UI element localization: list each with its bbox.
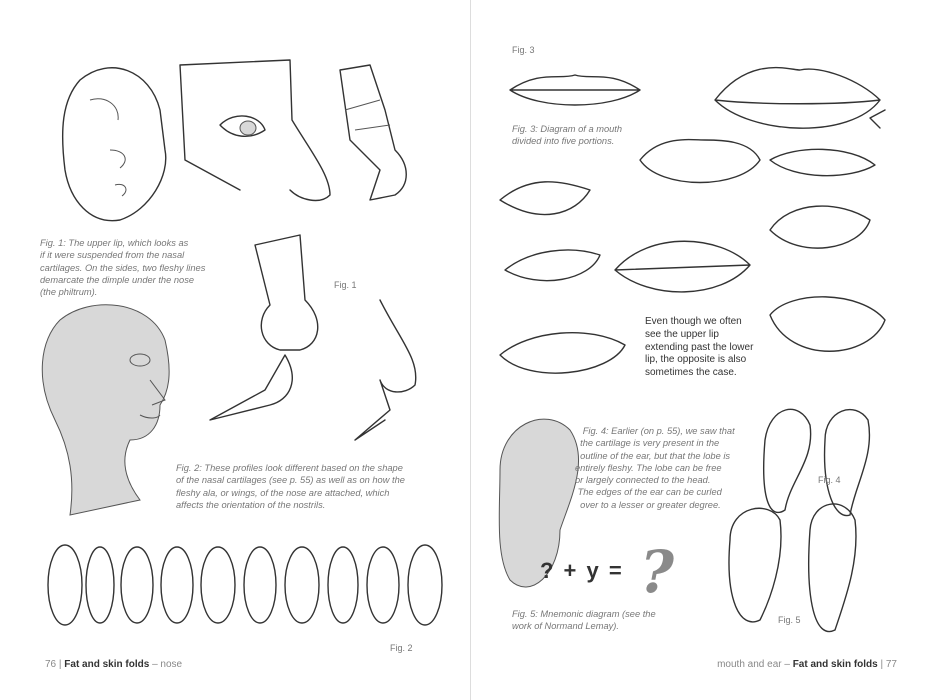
section-title: mouth and ear – [717, 659, 790, 670]
anatomy-head-sketch [42, 305, 169, 515]
fig2-caption: Fig. 2: These profiles look different based on the shape of the nasal cartilages (see p. 55) as well as on how the fleshy ala, or wings, of the nose are attached, which affects the orientation of the nostrils. [176, 463, 405, 510]
fig1-label: Fig. 1 [334, 280, 357, 290]
chapter-title: Fat and skin folds [64, 659, 150, 670]
mnemonic-question-mark: ? [640, 538, 674, 606]
face-sketch-eye-nose [180, 60, 330, 200]
section-title: – nose [152, 659, 183, 670]
lip-paragraph: Even though we often see the upper lip extending past the lower lip, the opposite is also sometimes the case. [645, 316, 754, 379]
fig5-label: Fig. 5 [778, 615, 801, 625]
fig4-caption: Fig. 4: Earlier (on p. 55), we saw that the cartilage is very present in the outline of the ear, but that the lobe is entirely fleshy. The lobe can be free or largely connected to the head. The edges of the ear can be curled over to a lesser or greater degree. [575, 426, 735, 510]
left-footer: 76 | Fat and skin folds – nose [45, 659, 183, 670]
face-sketch-front [63, 68, 166, 221]
fig2-label: Fig. 2 [390, 643, 413, 653]
nose-cartilage-fig1 [210, 235, 416, 440]
right-footer: mouth and ear – Fat and skin folds | 77 [717, 659, 897, 670]
page-number: 77 [885, 659, 897, 670]
fig3-caption: Fig. 3: Diagram of a mouth divided into five portions. [512, 124, 623, 147]
chapter-title: Fat and skin folds [792, 659, 878, 670]
mnemonic-formula: ? + y = [540, 558, 624, 583]
fig5-caption: Fig. 5: Mnemonic diagram (see the work of Normand Lemay). [512, 609, 656, 632]
fig3-label: Fig. 3 [512, 45, 535, 55]
fig4-label: Fig. 4 [818, 475, 841, 485]
page-number: 76 [45, 659, 57, 670]
profile-faces-row [48, 545, 442, 625]
nose-cartilage-sketch [340, 65, 406, 200]
fig1-caption: Fig. 1: The upper lip, which looks as if it were suspended from the nasal cartilages. On the sides, two fleshy lines demarcate the dimple under the nose (the philtrum). [40, 238, 206, 298]
